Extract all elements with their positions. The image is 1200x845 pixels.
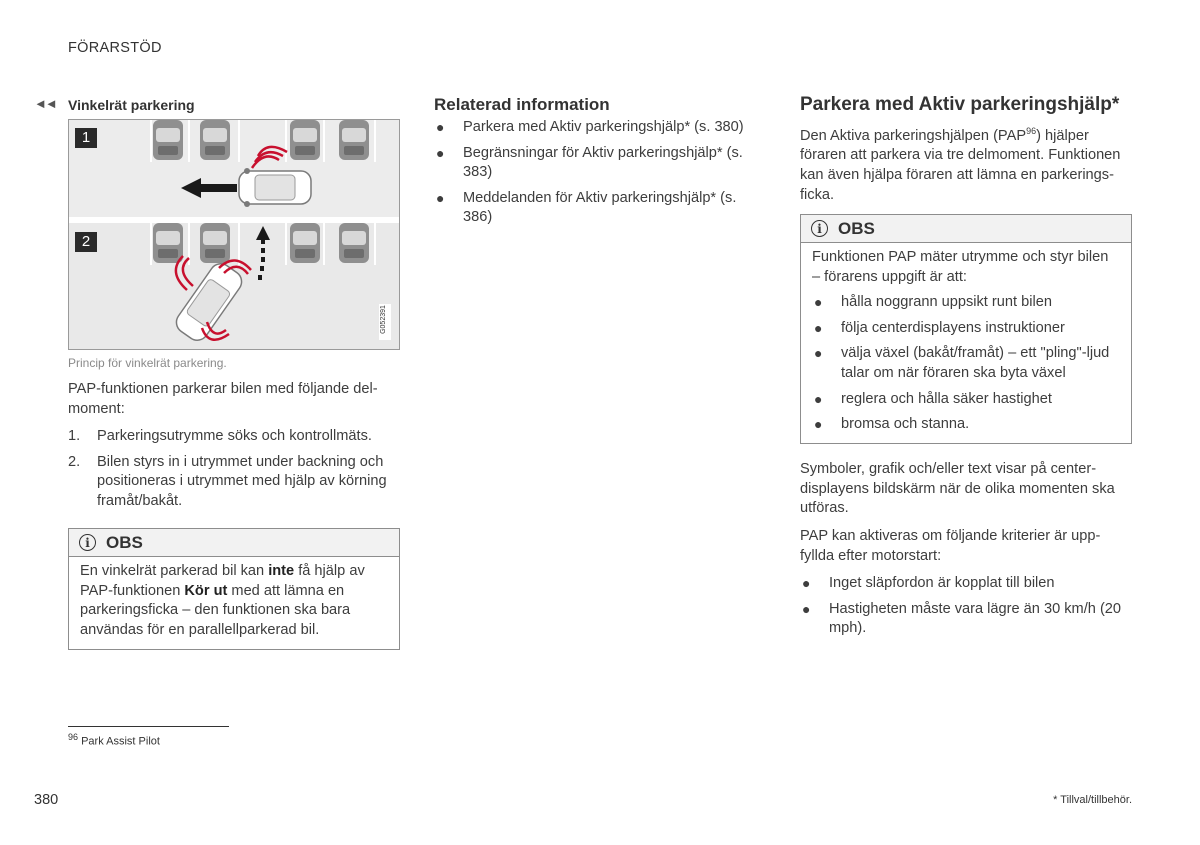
bullet-icon: ●	[814, 345, 823, 362]
footnote-divider	[68, 726, 229, 727]
step-item	[68, 453, 398, 512]
footnote-number: 96	[68, 732, 79, 742]
intro-paragraph: PAP-funktionen parkerar bilen med följande del-moment:	[68, 381, 378, 417]
step-text: Bilen styrs in i utrymmet under backning och positioneras i utrymmet med hjälp av körning framåt/bakåt.	[97, 453, 387, 509]
figure-code: G052391	[379, 305, 387, 334]
info-icon: i	[811, 220, 828, 237]
list-item-text: följa centerdisplayens instruktioner	[841, 319, 1065, 336]
step-text: Parkeringsutrymme söks och kontrollmäts.	[97, 428, 372, 444]
list-item-text: bromsa och stanna.	[841, 416, 970, 433]
related-link[interactable]	[434, 189, 764, 228]
related-links-list	[434, 118, 764, 234]
related-info-title: Relaterad information	[434, 95, 610, 114]
obs-note-box	[800, 214, 1132, 444]
list-item	[800, 574, 1130, 594]
bullet-icon: ●	[436, 119, 445, 135]
related-link[interactable]	[434, 144, 764, 183]
symbols-paragraph: Symboler, grafik och/eller text visar på center-displayens bildskärm när de olika momenten ska utföras.	[800, 461, 1115, 517]
criteria-intro: PAP kan aktiveras om följande kriterier är upp-fyllda efter motorstart:	[800, 528, 1101, 564]
list-item-text: välja växel (bakåt/framåt) – ett "pling"-ljud talar om när föraren ska byta växel	[841, 345, 1110, 381]
list-item	[812, 390, 1120, 410]
obs-intro: Funktionen PAP mäter utrymme och styr bilen – förarens uppgift är att:	[812, 249, 1109, 285]
list-item-text: hålla noggrann uppsikt runt bilen	[841, 294, 1052, 311]
list-item-text: Hastigheten måste vara lägre än 30 km/h (20 mph).	[829, 600, 1122, 637]
panel-2-label: 2	[75, 232, 97, 252]
obs-task-list	[812, 293, 1120, 435]
obs-text-part: med att lämna en parkeringsficka – den funktionen ska bara användas för en parallellparkerad bil.	[80, 582, 351, 638]
list-item	[812, 293, 1120, 313]
bullet-icon: ●	[436, 144, 445, 161]
obs-title: OBS	[838, 218, 875, 238]
info-icon: i	[79, 534, 96, 551]
back-arrows-icon[interactable]: ◄◄	[34, 96, 56, 111]
chapter-header: FÖRARSTÖD	[68, 40, 162, 56]
list-item	[812, 415, 1120, 435]
obs-header	[801, 215, 1131, 243]
related-link-text[interactable]: Meddelanden för Aktiv parkeringshjälp* (s. 386)	[463, 189, 737, 226]
bullet-icon: ●	[436, 189, 445, 206]
bullet-icon: ●	[814, 319, 823, 336]
footnote-ref[interactable]: 96	[1026, 126, 1037, 136]
obs-bold-inte: inte	[268, 563, 295, 579]
criteria-list	[800, 574, 1130, 645]
obs-header	[69, 529, 399, 557]
footnote	[68, 732, 160, 748]
list-item	[800, 600, 1130, 639]
pap-intro	[800, 122, 1136, 205]
obs-content	[801, 243, 1131, 447]
step-number: 2.	[68, 453, 81, 470]
intro-text: Den Aktiva parkeringshjälpen (PAP	[800, 127, 1027, 144]
step-item	[68, 427, 398, 447]
list-item	[812, 344, 1120, 383]
related-link-text[interactable]: Begränsningar för Aktiv parkeringshjälp* (s. 383)	[463, 144, 743, 181]
footnote-text: Park Assist Pilot	[81, 735, 160, 748]
obs-title: OBS	[106, 532, 143, 552]
bullet-icon: ●	[814, 294, 823, 311]
optional-equipment-note: * Tillval/tillbehör.	[1053, 794, 1132, 806]
bullet-icon: ●	[814, 390, 823, 407]
list-item-text: reglera och hålla säker hastighet	[841, 390, 1052, 407]
parking-illustration	[68, 119, 400, 350]
step-number: 1.	[68, 428, 81, 444]
intro-text: ) hjälper föraren att parkera via tre delmoment. Funktionen kan även hjälpa föraren att lämna en parkerings-ficka.	[800, 127, 1121, 203]
page-number: 380	[34, 792, 59, 808]
section-title: Vinkelrät parkering	[68, 97, 195, 113]
obs-text-part: En vinkelrät parkerad bil kan	[80, 563, 269, 579]
obs-text	[69, 557, 399, 646]
obs-text-part: få hjälp av PAP-funktionen	[80, 563, 365, 599]
page-title: Parkera med Aktiv parkeringshjälp*	[800, 94, 1120, 115]
obs-note-box	[68, 528, 400, 650]
bullet-icon: ●	[814, 416, 823, 433]
figure-caption: Princip för vinkelrät parkering.	[68, 356, 227, 370]
obs-bold-kor-ut: Kör ut	[184, 582, 228, 599]
steps-list	[68, 427, 398, 517]
panel-1-label: 1	[75, 128, 97, 148]
related-link-text[interactable]: Parkera med Aktiv parkeringshjälp* (s. 380)	[463, 119, 744, 135]
related-link[interactable]	[434, 118, 764, 138]
bullet-icon: ●	[802, 600, 811, 617]
bullet-icon: ●	[802, 575, 811, 591]
list-item-text: Inget släpfordon är kopplat till bilen	[829, 575, 1055, 591]
list-item	[812, 319, 1120, 339]
